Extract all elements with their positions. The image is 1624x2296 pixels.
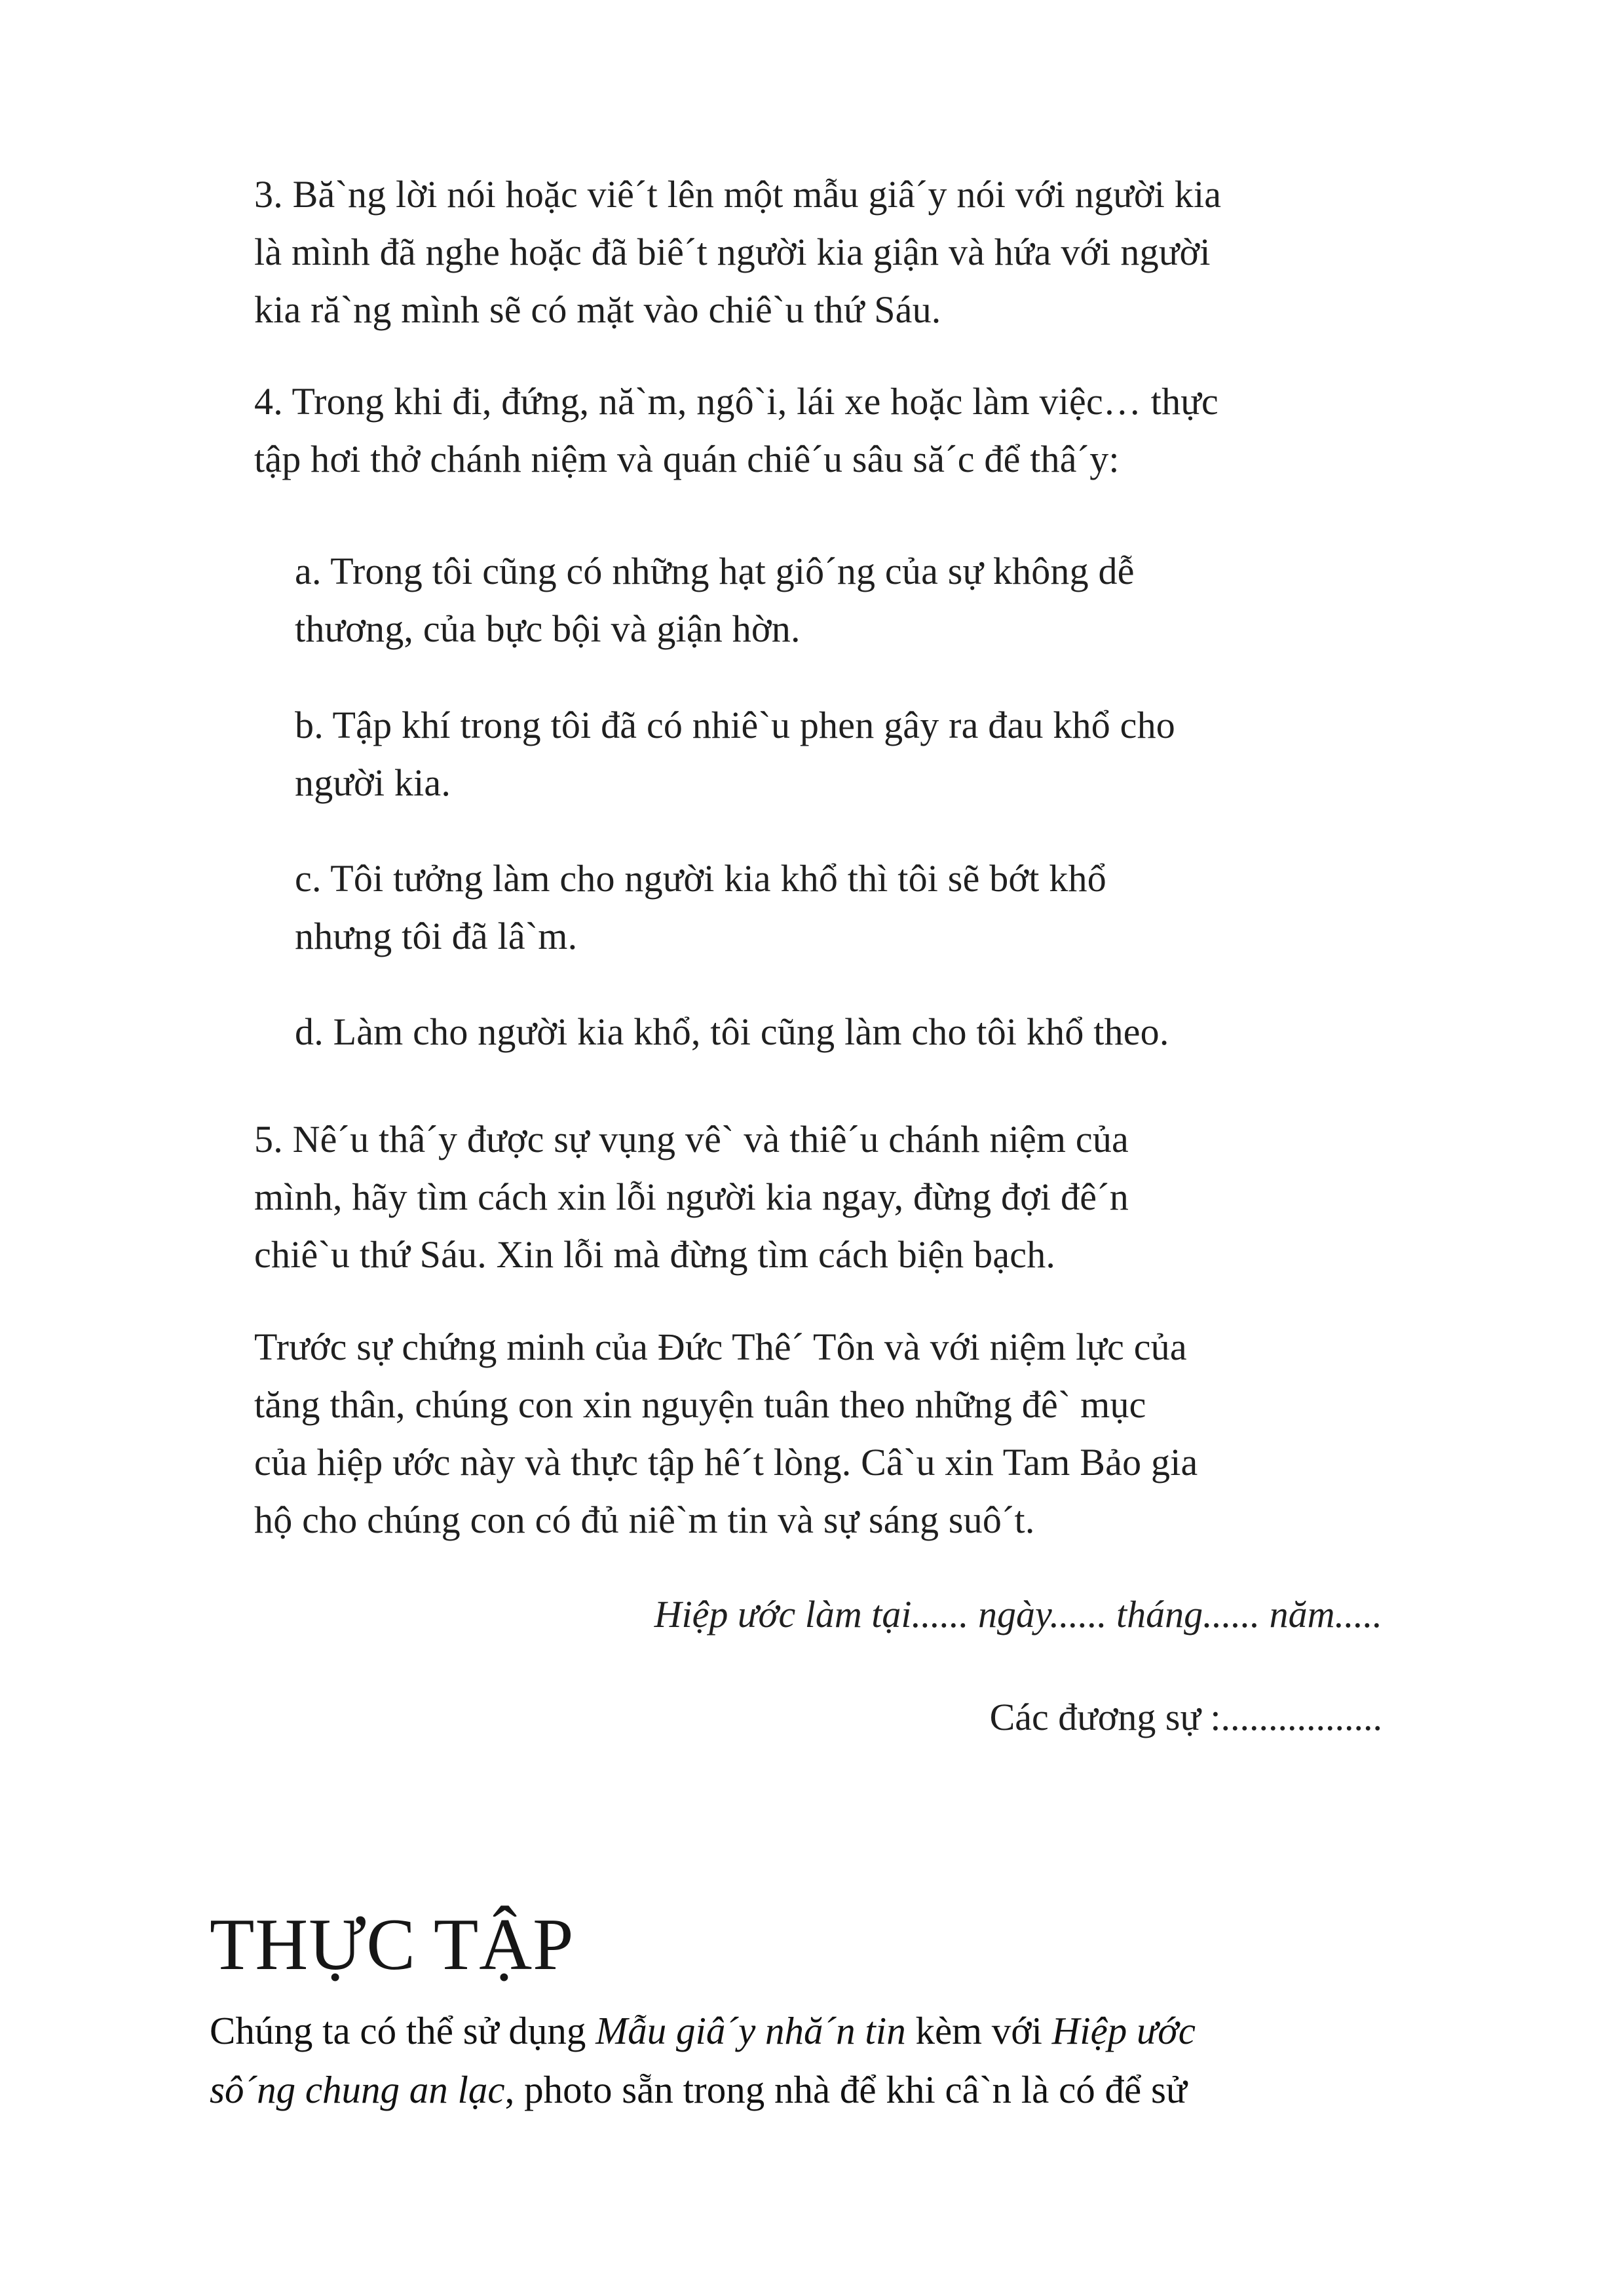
- agreement-date-line: Hiệp ước làm tại...... ngày...... tháng...... năm.....: [654, 1593, 1382, 1636]
- vow-line: của hiệp ước này và thực tập hê´t lòng. Câ`u xin Tam Bảo gia: [254, 1441, 1198, 1483]
- vow-line: Trước sự chứng minh của Đức Thê´ Tôn và với niệm lực của: [254, 1326, 1187, 1368]
- message-form-title: Mẫu giâ´y nhă´n tin: [595, 2009, 906, 2052]
- vow-paragraph: [254, 1318, 1198, 1549]
- subitem-d-line: d. Làm cho người kia khổ, tôi cũng làm cho tôi khổ theo.: [295, 1010, 1169, 1053]
- item-3-line: 3. Bă`ng lời nói hoặc viê´t lên một mẫu giâ´y nói với người kia: [254, 173, 1222, 216]
- subitem-c: [295, 850, 1106, 965]
- subitem-c-line: nhưng tôi đã lâ`m.: [295, 915, 578, 957]
- section-heading: THỰC TẬP: [210, 1904, 575, 1985]
- item-3-line: kia ră`ng mình sẽ có mặt vào chiê`u thứ Sáu.: [254, 288, 941, 331]
- item-3-paragraph: [254, 166, 1221, 339]
- subitem-a-line: a. Trong tôi cũng có những hạt giô´ng của sự không dễ: [295, 550, 1135, 592]
- practice-text: , photo sẵn trong nhà để khi câ`n là có để sử: [504, 2068, 1187, 2111]
- practice-text: Chúng ta có thể sử dụng: [210, 2009, 596, 2052]
- subitem-d: [295, 1003, 1169, 1061]
- item-4-paragraph: [254, 373, 1218, 488]
- item-4-line: tập hơi thở chánh niệm và quán chiê´u sâu să´c để thâ´y:: [254, 438, 1120, 480]
- subitem-a-line: thương, của bực bội và giận hờn.: [295, 607, 801, 650]
- subitem-c-line: c. Tôi tưởng làm cho người kia khổ thì tôi sẽ bớt khổ: [295, 857, 1106, 900]
- item-3-line: là mình đã nghe hoặc đã biê´t người kia giận và hứa với người: [254, 231, 1211, 273]
- subitem-b: [295, 697, 1175, 812]
- vow-line: hộ cho chúng con có đủ niê`m tin và sự sáng suô´t.: [254, 1499, 1035, 1541]
- practice-line-2: [210, 2060, 1187, 2119]
- item-5-line: mình, hãy tìm cách xin lỗi người kia ngay, đừng đợi đê´n: [254, 1176, 1129, 1218]
- subitem-a: [295, 543, 1135, 658]
- agreement-title-part: sô´ng chung an lạc: [210, 2068, 505, 2111]
- item-5-line: 5. Nê´u thâ´y được sự vụng vê` và thiê´u chánh niệm của: [254, 1118, 1129, 1160]
- item-5-line: chiê`u thứ Sáu. Xin lỗi mà đừng tìm cách biện bạch.: [254, 1233, 1056, 1276]
- item-4-line: 4. Trong khi đi, đứng, nă`m, ngô`i, lái xe hoặc làm việc… thực: [254, 380, 1218, 423]
- subitem-b-line: người kia.: [295, 761, 451, 804]
- practice-line-1: [210, 2001, 1196, 2060]
- parties-line: Các đương sự :.................: [989, 1696, 1382, 1738]
- item-5-paragraph: [254, 1111, 1129, 1284]
- practice-text: kèm với: [905, 2009, 1052, 2052]
- subitem-b-line: b. Tập khí trong tôi đã có nhiê`u phen gây ra đau khổ cho: [295, 704, 1175, 746]
- vow-line: tăng thân, chúng con xin nguyện tuân theo những đê` mục: [254, 1383, 1146, 1426]
- agreement-title-part: Hiệp ước: [1051, 2009, 1196, 2052]
